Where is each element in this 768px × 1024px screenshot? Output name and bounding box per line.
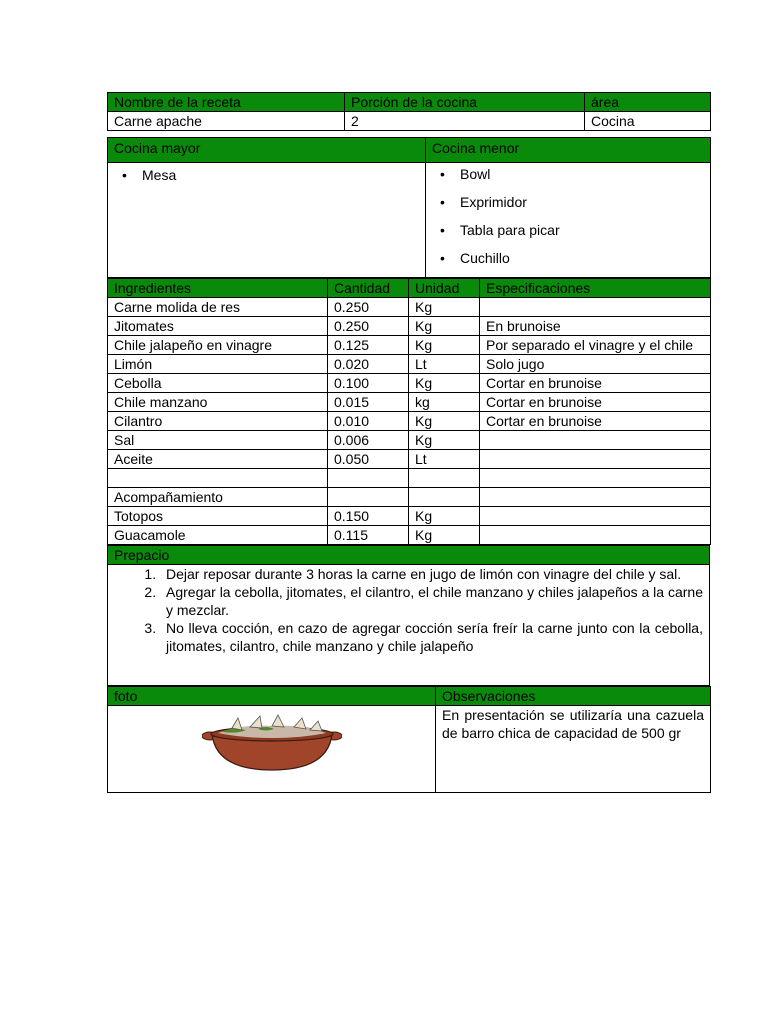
- preparation-step: 3. No lleva cocción, en cazo de agregar cocción sería freír la carne junto con la cebolla, jitomates, cilantro, chile manzano y chile jalapeño: [160, 619, 703, 655]
- table-row: [108, 355, 711, 374]
- ingredient-spec: [480, 488, 711, 507]
- ingredient-spec: Por separado el vinagre y el chile: [480, 336, 711, 355]
- ingredient-name: Cebolla: [108, 374, 328, 393]
- clay-pot-image: [202, 712, 342, 774]
- table-row: [108, 488, 711, 507]
- major-kitchen-cell: [108, 163, 426, 278]
- ingredient-unit: Lt: [409, 450, 480, 469]
- specifications-header: Especificaciones: [480, 279, 711, 298]
- ingredient-unit: [409, 488, 480, 507]
- minor-item: • Cuchillo: [460, 249, 704, 267]
- table-row: [108, 317, 711, 336]
- photo-label: foto: [108, 687, 436, 706]
- ingredient-spec: [480, 450, 711, 469]
- ingredient-quantity: 0.250: [328, 298, 409, 317]
- ingredient-name: Cilantro: [108, 412, 328, 431]
- ingredient-quantity: 0.250: [328, 317, 409, 336]
- ingredient-unit: Kg: [409, 526, 480, 545]
- table-row: [108, 450, 711, 469]
- ingredient-unit: Kg: [409, 412, 480, 431]
- ingredient-unit: Lt: [409, 355, 480, 374]
- ingredient-spec: [480, 507, 711, 526]
- observations-text: En presentación se utilizaría una cazuela de barro chica de capacidad de 500 gr: [436, 706, 711, 793]
- table-row: [108, 336, 711, 355]
- ingredient-unit: kg: [409, 393, 480, 412]
- ingredient-quantity: 0.150: [328, 507, 409, 526]
- ingredient-spec: Cortar en brunoise: [480, 374, 711, 393]
- ingredient-name: Limón: [108, 355, 328, 374]
- table-row: [108, 526, 711, 545]
- table-row: [108, 393, 711, 412]
- ingredient-spec: [480, 431, 711, 450]
- recipe-name-label: Nombre de la receta: [108, 93, 345, 112]
- area-value: Cocina: [585, 112, 711, 131]
- ingredient-name: Sal: [108, 431, 328, 450]
- ingredient-name: Totopos: [108, 507, 328, 526]
- table-row: [108, 431, 711, 450]
- major-kitchen-label: Cocina mayor: [108, 138, 426, 163]
- ingredients-table: [107, 278, 711, 545]
- minor-item: • Bowl: [460, 165, 704, 183]
- ingredient-name: [108, 469, 328, 488]
- ingredient-spec: [480, 526, 711, 545]
- preparation-steps: [114, 565, 703, 655]
- portion-label: Porción de la cocina: [345, 93, 585, 112]
- area-label: área: [585, 93, 711, 112]
- major-kitchen-list: [114, 166, 419, 184]
- ingredient-spec: [480, 298, 711, 317]
- ingredients-header: Ingredientes: [108, 279, 328, 298]
- ingredient-name: Guacamole: [108, 526, 328, 545]
- ingredient-quantity: 0.115: [328, 526, 409, 545]
- preparation-table: [107, 545, 710, 686]
- ingredient-quantity: 0.010: [328, 412, 409, 431]
- table-row: [108, 507, 711, 526]
- ingredient-quantity: 0.125: [328, 336, 409, 355]
- ingredient-name: Carne molida de res: [108, 298, 328, 317]
- ingredient-spec: [480, 469, 711, 488]
- minor-item: • Tabla para picar: [460, 221, 704, 239]
- ingredient-quantity: [328, 469, 409, 488]
- minor-kitchen-list: [432, 165, 704, 267]
- ingredient-unit: Kg: [409, 431, 480, 450]
- quantity-header: Cantidad: [328, 279, 409, 298]
- ingredient-unit: Kg: [409, 507, 480, 526]
- minor-item: • Exprimidor: [460, 193, 704, 211]
- preparation-label: Prepacio: [108, 546, 710, 565]
- preparation-step: 2. Agregar la cebolla, jitomates, el cilantro, el chile manzano y chiles jalapeños a la carne y mezclar.: [160, 583, 703, 619]
- preparation-step: 1. Dejar reposar durante 3 horas la carne en jugo de limón con vinagre del chile y sal.: [160, 565, 703, 583]
- ingredient-unit: [409, 469, 480, 488]
- ingredients-body: [108, 298, 711, 545]
- table-row: [108, 412, 711, 431]
- ingredient-quantity: 0.006: [328, 431, 409, 450]
- ingredient-quantity: [328, 488, 409, 507]
- table-row: [108, 374, 711, 393]
- table-row: [108, 298, 711, 317]
- ingredient-quantity: 0.015: [328, 393, 409, 412]
- minor-kitchen-cell: [426, 163, 711, 278]
- photo-observations-table: [107, 686, 711, 793]
- ingredient-quantity: 0.100: [328, 374, 409, 393]
- ingredient-name: Acompañamiento: [108, 488, 328, 507]
- equipment-table: [107, 137, 711, 278]
- ingredient-spec: Cortar en brunoise: [480, 412, 711, 431]
- ingredient-spec: Cortar en brunoise: [480, 393, 711, 412]
- ingredient-unit: Kg: [409, 336, 480, 355]
- recipe-header-table: [107, 92, 711, 131]
- ingredient-quantity: 0.050: [328, 450, 409, 469]
- ingredient-name: Jitomates: [108, 317, 328, 336]
- ingredient-name: Aceite: [108, 450, 328, 469]
- ingredient-unit: Kg: [409, 298, 480, 317]
- observations-label: Observaciones: [436, 687, 711, 706]
- recipe-name: Carne apache: [108, 112, 345, 131]
- ingredient-name: Chile manzano: [108, 393, 328, 412]
- portion-value: 2: [345, 112, 585, 131]
- ingredient-unit: Kg: [409, 374, 480, 393]
- ingredient-spec: En brunoise: [480, 317, 711, 336]
- preparation-cell: [108, 565, 710, 686]
- unit-header: Unidad: [409, 279, 480, 298]
- ingredient-spec: Solo jugo: [480, 355, 711, 374]
- major-item: • Mesa: [142, 166, 419, 184]
- ingredient-unit: Kg: [409, 317, 480, 336]
- recipe-sheet: [107, 92, 710, 793]
- table-row: [108, 469, 711, 488]
- minor-kitchen-label: Cocina menor: [426, 138, 711, 163]
- ingredient-quantity: 0.020: [328, 355, 409, 374]
- photo-cell: [108, 706, 436, 793]
- ingredient-name: Chile jalapeño en vinagre: [108, 336, 328, 355]
